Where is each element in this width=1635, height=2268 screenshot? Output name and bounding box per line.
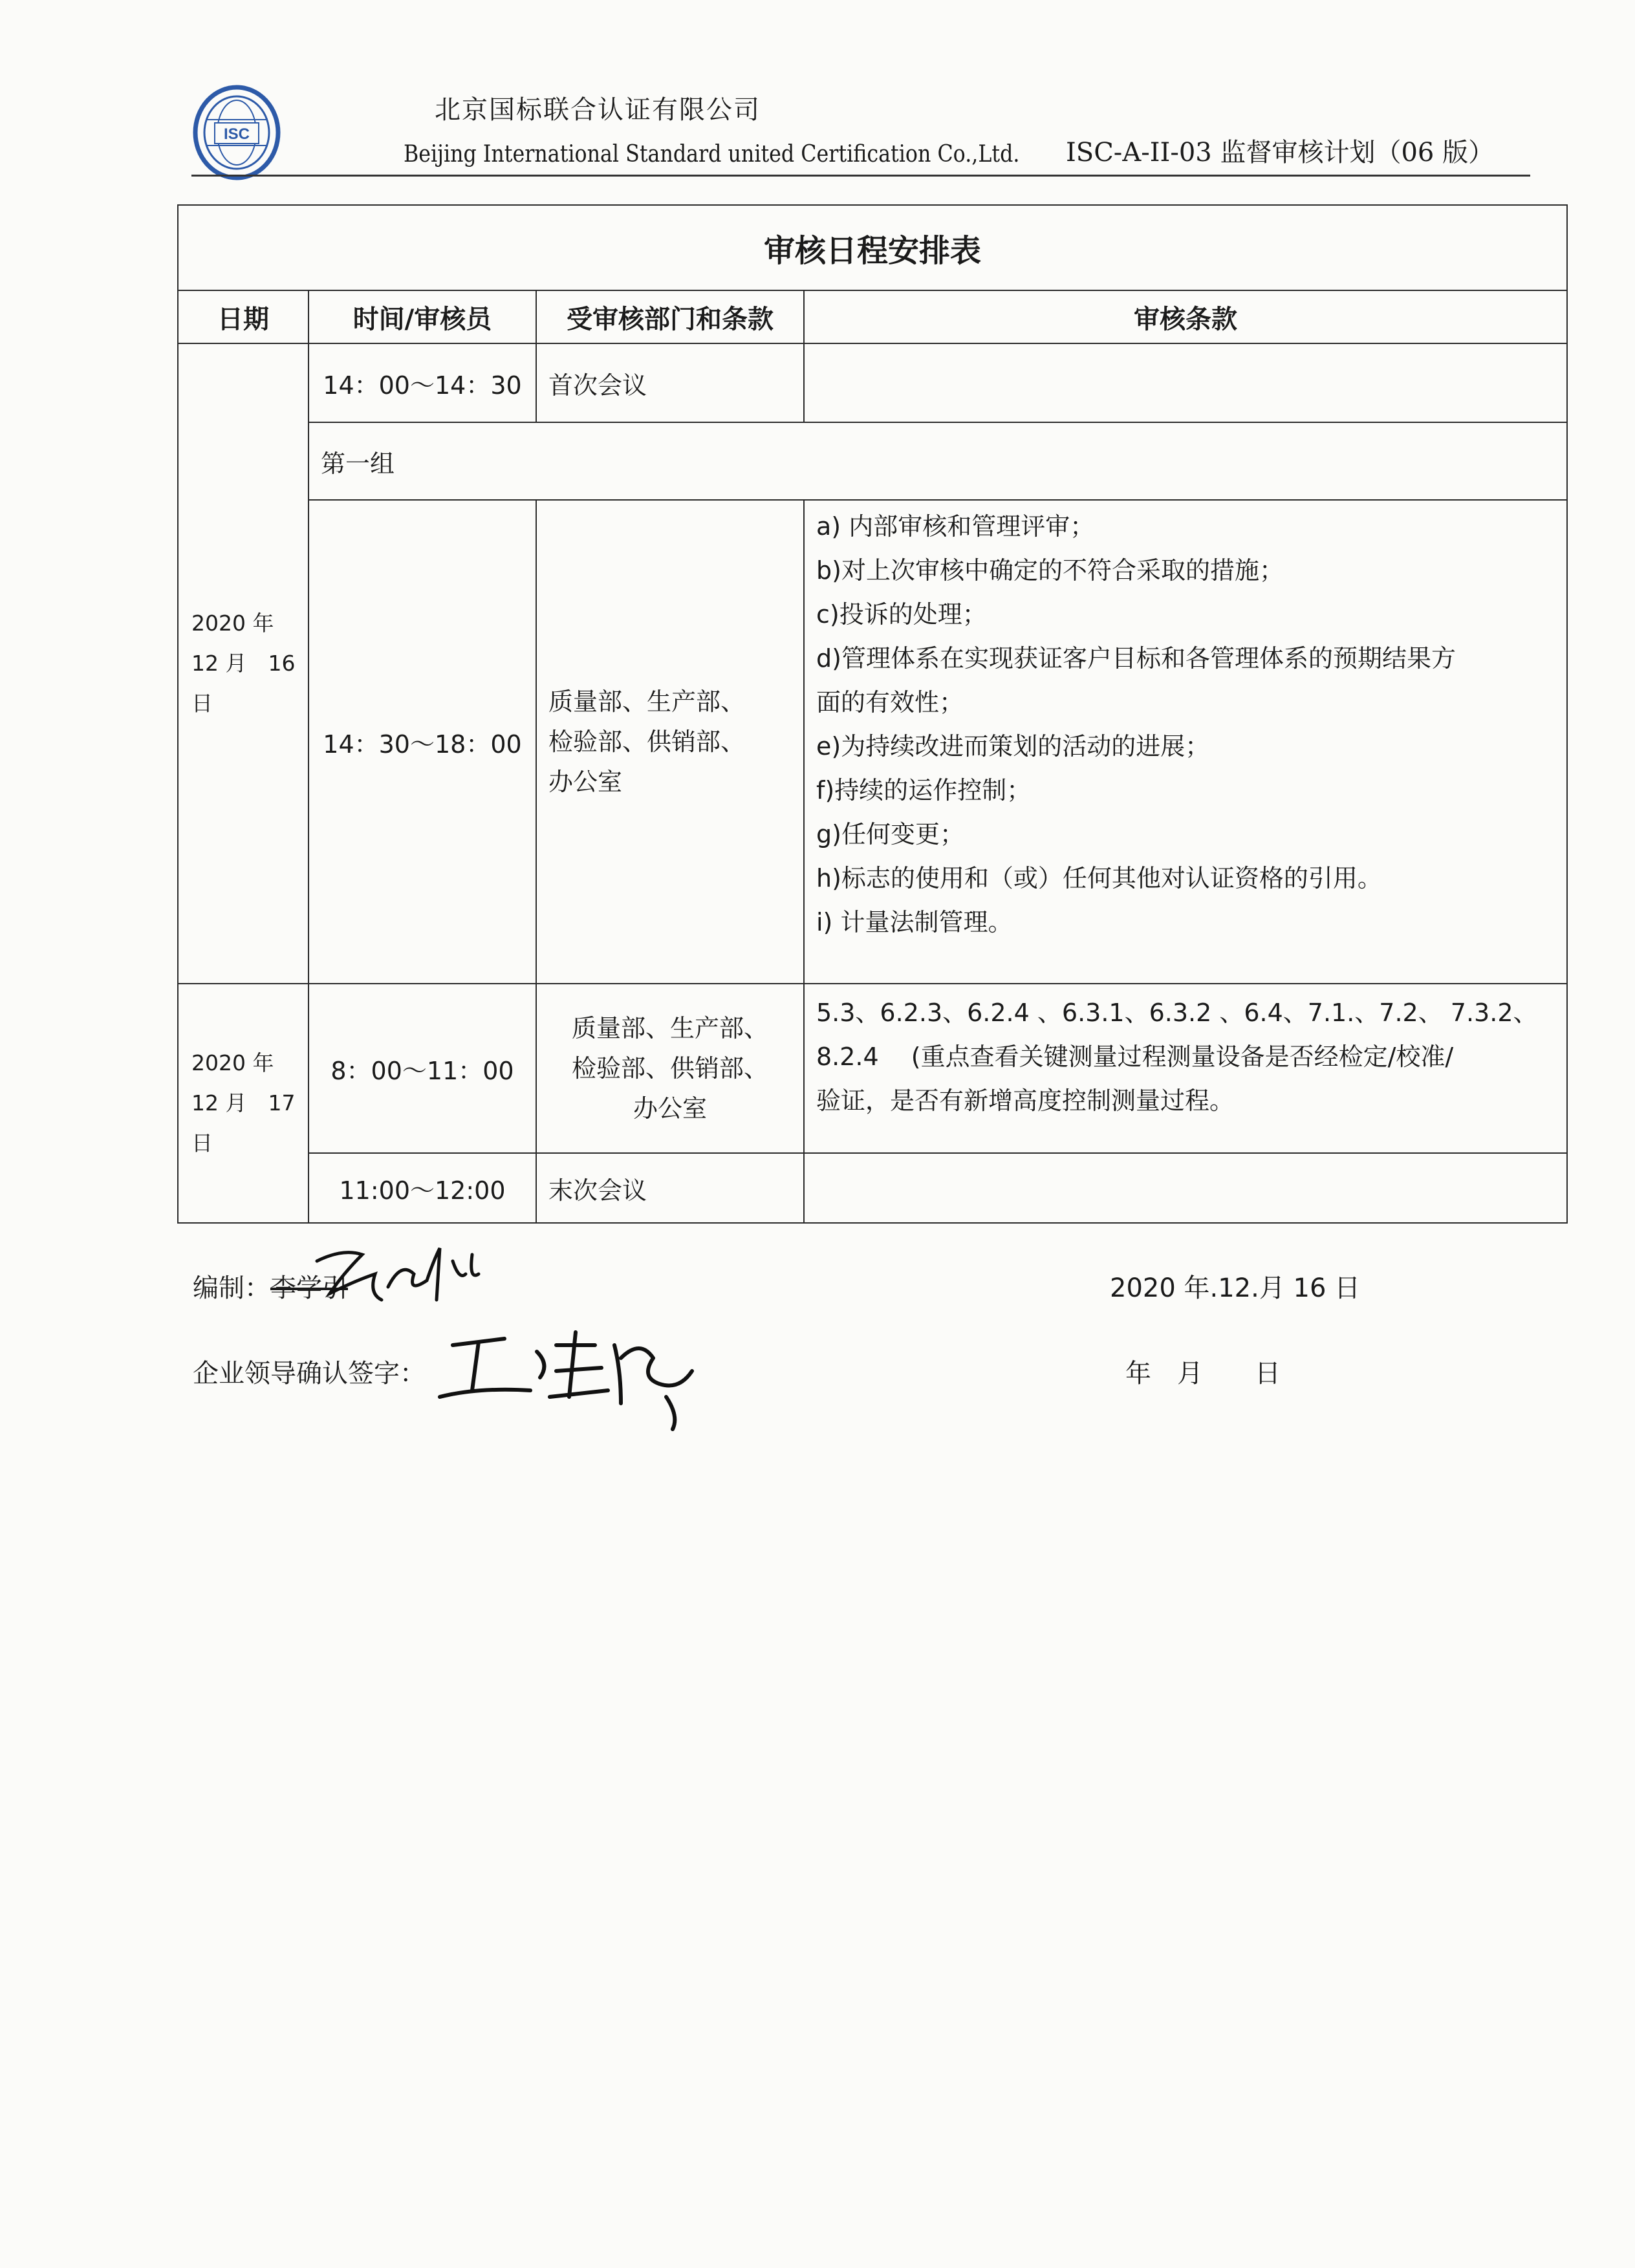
department-cell: 质量部、生产部、 检验部、供销部、 办公室: [536, 500, 804, 984]
table-row: [178, 422, 1567, 500]
date-cell-day1: 2020 年 12 月 16 日: [178, 343, 309, 984]
group-label: 第一组: [309, 422, 1567, 500]
table-title: 审核日程安排表: [178, 205, 1567, 290]
clauses-cell: [804, 1153, 1567, 1223]
department-cell: 末次会议: [536, 1153, 804, 1223]
clause-item: f)持续的运作控制；: [816, 776, 1032, 805]
clause-item: g)任何变更；: [816, 820, 964, 848]
header-divider: [191, 175, 1530, 177]
table-row: [178, 1153, 1567, 1223]
prepared-signature: [304, 1235, 498, 1319]
column-header-clauses: 审核条款: [804, 290, 1567, 343]
clause-item: b)对上次审核中确定的不符合采取的措施；: [816, 556, 1284, 585]
department-cell: 质量部、生产部、 检验部、供销部、 办公室: [536, 984, 804, 1153]
isc-logo: [191, 84, 282, 181]
clause-item: h)标志的使用和（或）任何其他对认证资格的引用。: [816, 864, 1382, 892]
clauses-cell: [804, 343, 1567, 422]
audit-schedule-table: [177, 204, 1568, 1224]
document-code: ISC-A-II-03 监督审核计划（06 版）: [1066, 138, 1495, 167]
svg-text:ISC: ISC: [223, 125, 250, 143]
table-row: [178, 500, 1567, 984]
column-header-date: 日期: [178, 290, 309, 343]
prepared-label: 编制：: [193, 1273, 270, 1303]
clause-item: c)投诉的处理；: [816, 600, 987, 629]
department-cell: 首次会议: [536, 343, 804, 422]
time-cell: 14：30～18：00: [309, 500, 536, 984]
prepared-date: 2020 年.12.月 16 日: [1110, 1273, 1361, 1303]
clauses-cell: [804, 500, 1567, 984]
clause-item: e)为持续改进而策划的活动的进展；: [816, 732, 1210, 761]
prepared-name-struck: 李学引: [270, 1273, 348, 1303]
clause-item: a) 内部审核和管理评审；: [816, 512, 1095, 541]
confirm-date: 年 月 日: [1125, 1359, 1281, 1388]
leader-signature: [427, 1319, 711, 1436]
clause-item: d)管理体系在实现获证客户目标和各管理体系的预期结果方: [816, 644, 1456, 673]
company-name-cn: 北京国标联合认证有限公司: [435, 95, 761, 125]
column-header-department: 受审核部门和条款: [536, 290, 804, 343]
confirm-signature-label: 企业领导确认签字：: [193, 1359, 426, 1388]
company-name-en: Beijing International Standard united Certification Co.,Ltd.: [404, 141, 1020, 167]
time-cell: 11:00～12:00: [309, 1153, 536, 1223]
table-row: [178, 984, 1567, 1153]
table-header-row: [178, 290, 1567, 343]
column-header-time-auditor: 时间/审核员: [309, 290, 536, 343]
time-cell: 14：00～14：30: [309, 343, 536, 422]
time-cell: 8：00～11：00: [309, 984, 536, 1153]
clauses-cell: 5.3、6.2.3、6.2.4 、6.3.1、6.3.2 、6.4、7.1.、7.2、 7.3.2、 8.2.4 (重点查看关键测量过程测量设备是否经检定/校准/ 验证，是否有新增高度控制测量过程。: [804, 984, 1567, 1153]
clause-item: 面的有效性；: [816, 688, 964, 717]
table-row: [178, 343, 1567, 422]
clause-item: i) 计量法制管理。: [816, 908, 1013, 936]
date-cell-day2: 2020 年 12 月 17 日: [178, 984, 309, 1223]
